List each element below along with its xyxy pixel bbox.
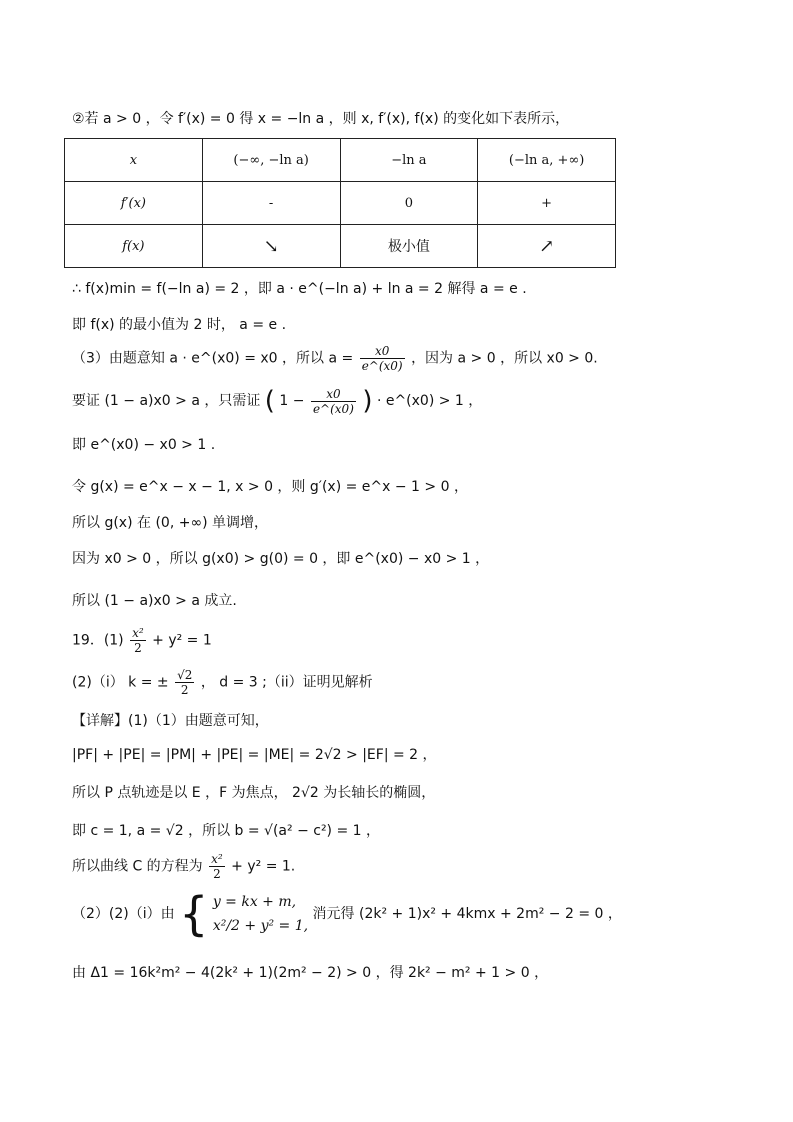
discriminant-line: 由 Δ1 = 16k²m² − 4(2k² + 1)(2m² − 2) > 0 ，得 2k² − m² + 1 > 0 ，: [72, 965, 549, 981]
table-header-cell: (−∞, −ln a): [202, 139, 340, 182]
distance-sum-line: |PF| + |PE| = |PM| + |PE| = |ME| = 2√2 > |EF| = 2 ，: [72, 747, 437, 763]
system-equation-line: y = kx + m,: [212, 894, 297, 910]
fraction-denominator: e^(x0): [312, 401, 354, 416]
equivalent-inequality-line: 即 e^(x0) − x0 > 1 .: [72, 437, 216, 453]
text-span: ， d = 3 ;（ii）证明见解析: [200, 674, 373, 691]
conclusion-a-e-line: 即 f(x) 的最小值为 2 时， a = e .: [72, 317, 287, 333]
system-elimination-line: [72, 887, 622, 941]
text-span: 1 −: [279, 393, 309, 409]
table-cell: ↗: [478, 225, 616, 268]
text-span: + y² = 1.: [231, 858, 296, 875]
table-cell: f′(x): [65, 182, 203, 225]
text-span: （2）(2)（i）由: [72, 906, 180, 922]
parameters-line: 即 c = 1, a = √2 ，所以 b = √(a² − c²) = 1 ，: [72, 823, 381, 839]
fraction-denominator: 2: [213, 867, 221, 881]
text-span: + y² = 1: [152, 632, 212, 649]
minimum-value-line: ∴ f(x)min = f(−ln a) = 2 ，即 a · e^(−ln a) + ln a = 2 解得 a = e .: [72, 281, 527, 297]
fraction-numerator: x²: [132, 626, 144, 640]
text-span: 所以曲线 C 的方程为: [72, 858, 208, 875]
table-cell: +: [478, 182, 616, 225]
text-span: ，因为 a > 0 ，所以 x0 > 0.: [411, 350, 598, 367]
detail-heading-line: 【详解】(1)（1）由题意可知，: [72, 713, 269, 729]
text-span: 要证 (1 − a)x0 > a ，只需证: [72, 393, 265, 409]
curve-equation-line: [72, 852, 295, 881]
table-cell: ↘: [202, 225, 340, 268]
fraction: [175, 668, 194, 697]
fraction-denominator: 2: [180, 683, 189, 697]
prove-inequality-line: [72, 386, 482, 416]
fraction: [311, 387, 356, 416]
condition-a-positive-line: ②若 a > 0 ，令 f′(x) = 0 得 x = −ln a ，则 x, f′(x), f(x) 的变化如下表所示，: [72, 111, 570, 127]
text-span: · e^(x0) > 1 ，: [376, 393, 483, 409]
table-cell: 极小值: [340, 225, 478, 268]
fraction-numerator: x0: [360, 344, 405, 359]
table-row: [65, 182, 616, 225]
system-equation-ellipse: x²/2 + y² = 1,: [212, 918, 309, 934]
fraction-numerator: √2: [177, 668, 193, 682]
fraction-denominator: e^(x0): [361, 359, 403, 373]
table-row: [65, 225, 616, 268]
right-paren: ): [362, 386, 373, 416]
answer-19-part2-line: [72, 668, 373, 697]
table-cell: 0: [340, 182, 478, 225]
fraction: [209, 852, 225, 881]
table-header-row: [65, 139, 616, 182]
left-paren: (: [264, 386, 275, 416]
equation-system: [213, 890, 308, 938]
g-increasing-line: 所以 g(x) 在 (0, +∞) 单调增，: [72, 515, 269, 531]
fraction-numerator: x0: [311, 387, 356, 402]
fraction: [130, 626, 146, 655]
fraction-numerator: x²: [211, 852, 223, 866]
answer-19-part1-line: [72, 626, 212, 655]
table-header-cell: −ln a: [340, 139, 478, 182]
text-span: 19．(1): [72, 632, 129, 649]
text-span: （3）由题意知 a · e^(x0) = x0 ，所以 a =: [72, 350, 358, 367]
table-header-cell: (−ln a, +∞): [478, 139, 616, 182]
part3-setup-line: [72, 344, 598, 373]
define-g-line: 令 g(x) = e^x − x − 1, x > 0 ，则 g′(x) = e^x − 1 > 0 ，: [72, 479, 468, 495]
inequality-holds-line: 所以 (1 − a)x0 > a 成立.: [72, 593, 237, 609]
table-header-cell: x: [65, 139, 203, 182]
g-positive-line: 因为 x0 > 0 ，所以 g(x0) > g(0) = 0 ，即 e^(x0) − x0 > 1 ，: [72, 551, 490, 567]
fraction: [360, 344, 405, 373]
table-cell: -: [202, 182, 340, 225]
text-span: 消元得 (2k² + 1)x² + 4kmx + 2m² − 2 = 0 ，: [312, 906, 622, 922]
table-cell: f(x): [65, 225, 203, 268]
text-span: (2)（i） k = ±: [72, 674, 174, 691]
ellipse-locus-line: 所以 P 点轨迹是以 E ，F 为焦点， 2√2 为长轴长的椭圆，: [72, 785, 436, 801]
variation-table: [64, 138, 616, 268]
fraction-denominator: 2: [134, 641, 142, 655]
system-brace: {: [179, 887, 209, 941]
